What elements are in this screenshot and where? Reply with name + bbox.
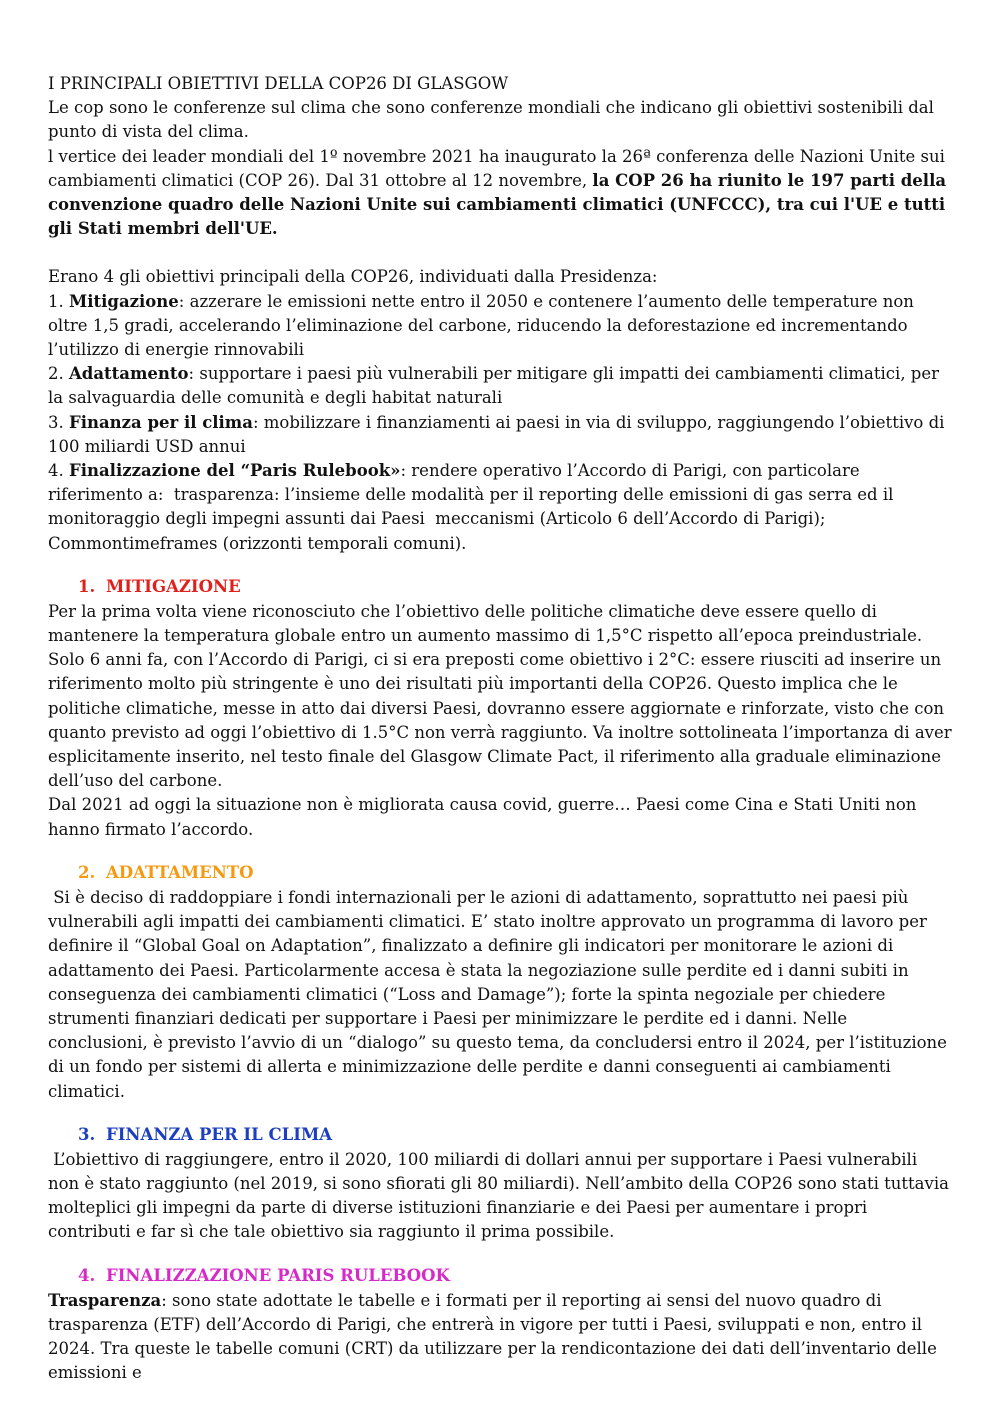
intro-paragraph-cop26 bbox=[48, 145, 952, 242]
objective-text: : supportare i paesi più vulnerabili per mitigare gli impatti dei cambiamenti climatici, per la salvaguardia delle comunità e degli habitat naturali bbox=[48, 364, 945, 408]
section-lead-bold: Trasparenza bbox=[48, 1290, 162, 1310]
objective-prefix: 1. bbox=[48, 291, 69, 311]
section-heading-adattamento bbox=[48, 860, 952, 886]
intro-bold-text: la COP 26 ha riunito le 197 parti della convenzione quadro delle Nazioni Unite sui cambiamenti climatici (UNFCCC), tra cui l'UE e tutti gli Stati membri dell'UE. bbox=[48, 170, 952, 239]
section-number: 1. bbox=[78, 576, 96, 596]
section-paragraph: Dal 2021 ad oggi la situazione non è migliorata causa covid, guerre… Paesi come Cina e Stati Uniti non hanno firmato l’accordo. bbox=[48, 795, 922, 839]
intro-paragraph: Le cop sono le conferenze sul clima che sono conferenze mondiali che indicano gli obiettivi sostenibili dal punto di vista del clima. bbox=[48, 98, 940, 142]
section-title: FINANZA PER IL CLIMA bbox=[106, 1124, 333, 1144]
section-number: 4. bbox=[78, 1265, 96, 1285]
section-number: 2. bbox=[78, 862, 96, 882]
section-heading-finanza bbox=[48, 1122, 952, 1148]
objective-label: Finanza per il clima bbox=[69, 412, 253, 432]
section-title: MITIGAZIONE bbox=[106, 576, 241, 596]
objective-prefix: 2. bbox=[48, 364, 69, 384]
intro-text: l vertice dei leader mondiali del 1º novembre 2021 ha inaugurato la 26ª conferenza delle Nazioni Unite sui cambiamenti climatici (COP 26). Dal 31 ottobre al 12 novembre, bbox=[48, 146, 951, 190]
section-heading-mitigazione bbox=[48, 574, 952, 600]
section-number: 3. bbox=[78, 1124, 96, 1144]
document-title: I PRINCIPALI OBIETTIVI DELLA COP26 DI GLASGOW bbox=[48, 74, 509, 93]
section-title: FINALIZZAZIONE PARIS RULEBOOK bbox=[106, 1265, 450, 1285]
section-title: ADATTAMENTO bbox=[106, 862, 254, 882]
objective-label: Adattamento bbox=[69, 364, 189, 384]
objective-text: : mobilizzare i finanziamenti ai paesi in via di sviluppo, raggiungendo l’obiettivo di 100 miliardi USD annui bbox=[48, 412, 950, 456]
objective-label: Mitigazione bbox=[69, 291, 179, 311]
objective-item bbox=[48, 290, 952, 363]
objective-label: Finalizzazione del “Paris Rulebook» bbox=[69, 461, 401, 481]
objective-prefix: 4. bbox=[48, 461, 69, 481]
section-paragraph: L’obiettivo di raggiungere, entro il 2020, 100 miliardi di dollari annui per supportare i Paesi vulnerabili non è stato raggiunto (nel 2019, si sono sfiorati gli 80 miliardi). Nell’ambito della COP26 sono stati tuttavia molteplici gli impegni da parte di diverse istituzioni finanziarie e dei Paesi per aumentare i propri contributi e far sì che tale obiettivo sia raggiunto il prima possibile. bbox=[48, 1149, 955, 1242]
objective-text: : rendere operativo l’Accordo di Parigi, con particolare riferimento a: trasparenza: l’insieme delle modalità per il reporting delle emissioni di gas serra ed il monitoraggio degli impegni assunti dai Paesi meccanismi (Articolo 6 dell’Accordo di Parigi); Commontimeframes (orizzonti temporali comuni). bbox=[48, 461, 899, 553]
objective-item bbox=[48, 362, 952, 410]
section-heading-rulebook bbox=[48, 1263, 952, 1289]
objectives-intro: Erano 4 gli obiettivi principali della COP26, individuati dalla Presidenza: bbox=[48, 267, 658, 287]
objective-prefix: 3. bbox=[48, 412, 69, 432]
objective-item bbox=[48, 411, 952, 459]
section-paragraph: Si è deciso di raddoppiare i fondi internazionali per le azioni di adattamento, soprattutto nei paesi più vulnerabili agli impatti dei cambiamenti climatici. E’ stato inoltre approvato un programma di lavoro per definire il “Global Goal on Adaptation”, finalizzato a definire gli indicatori per monitorare le azioni di adattamento dei Paesi. Particolarmente accesa è stata la negoziazione sulle perdite ed i danni subiti in conseguenza dei cambiamenti climatici (“Loss and Damage”); forte la spinta negoziale per chiedere strumenti finanziari dedicati per supportare i Paesi per minimizzare le perdite ed i danni. Nelle conclusioni, è previsto l’avvio di un “dialogo” su questo tema, da concludersi entro il 2024, per l’istituzione di un fondo per sistemi di allerta e minimizzazione delle perdite e danni conseguenti ai cambiamenti climatici. bbox=[48, 887, 953, 1101]
objective-item bbox=[48, 459, 952, 556]
section-lead-text: : sono state adottate le tabelle e i formati per il reporting ai sensi del nuovo quadro di trasparenza (ETF) dell’Accordo di Parigi, che entrerà in vigore per tutti i Paesi, sviluppati e non, entro il 2024. Tra queste le tabelle comuni (CRT) da utilizzare per la rendicontazione dei dati dell’inventario delle emissioni e bbox=[48, 1290, 943, 1383]
objective-text: : azzerare le emissioni nette entro il 2050 e contenere l’aumento delle temperature non oltre 1,5 gradi, accelerando l’eliminazione del carbone, riducendo la deforestazione ed incrementando l’utilizzo di energie rinnovabili bbox=[48, 291, 920, 360]
section-paragraph bbox=[48, 1289, 952, 1386]
section-paragraph: Per la prima volta viene riconosciuto che l’obiettivo delle politiche climatiche deve essere quello di mantenere la temperatura globale entro un aumento massimo di 1,5°C rispetto all’epoca preindustriale. Solo 6 anni fa, con l’Accordo di Parigi, ci si era preposti come obiettivo i 2°C: essere riusciti ad inserire un riferimento molto più stringente è uno dei risultati più importanti della COP26. Questo implica che le politiche climatiche, messe in atto dai diversi Paesi, dovranno essere aggiornate e rinforzate, visto che con quanto previsto ad oggi l’obiettivo di 1.5°C non verrà raggiunto. Va inoltre sottolineata l’importanza di aver esplicitamente inserito, nel testo finale del Glasgow Climate Pact, il riferimento alla graduale eliminazione dell’uso del carbone. bbox=[48, 601, 957, 791]
